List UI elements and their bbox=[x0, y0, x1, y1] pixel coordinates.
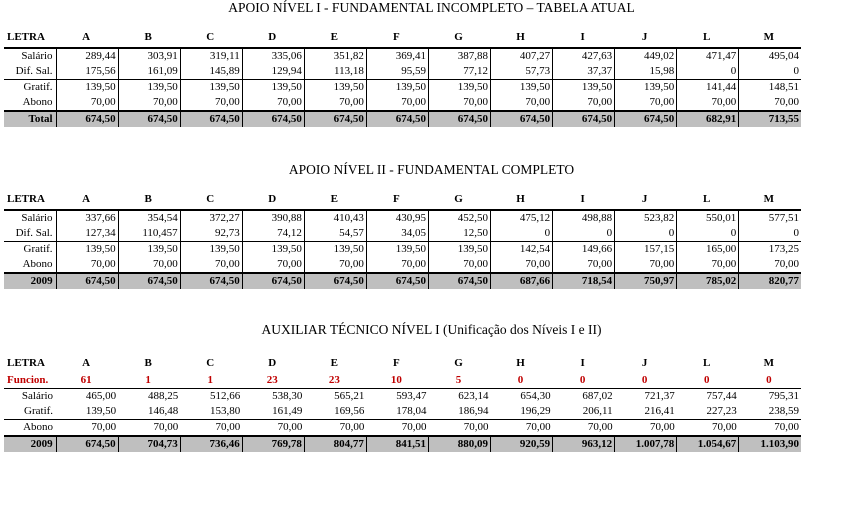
data-row-cell: 74,12 bbox=[242, 226, 304, 242]
data-row-cell: 227,23 bbox=[706, 405, 737, 417]
data-row-cell: 449,02 bbox=[615, 48, 677, 64]
data-row-cell: 70,00 bbox=[180, 420, 242, 437]
data-row-cell: 139,50 bbox=[242, 80, 304, 96]
data-row-cell: 354,54 bbox=[118, 210, 180, 226]
total-row-cell: 674,50 bbox=[242, 111, 304, 127]
total-row-cell: 682,91 bbox=[677, 111, 739, 127]
column-header-letter: H bbox=[491, 190, 553, 210]
total-row-cell: 804,77 bbox=[304, 436, 366, 452]
total-row-cell: 736,46 bbox=[180, 436, 242, 452]
data-row bbox=[4, 95, 801, 111]
data-row-cell: 70,00 bbox=[739, 257, 801, 273]
total-row-cell: 785,02 bbox=[677, 273, 739, 289]
data-row-cell: 70,00 bbox=[491, 257, 553, 273]
data-row-label: Salário bbox=[21, 212, 53, 224]
data-row-cell: 165,00 bbox=[677, 242, 739, 258]
data-row-label: Gratif. bbox=[4, 242, 56, 258]
column-header-letter: C bbox=[180, 190, 242, 210]
data-row-cell: 161,49 bbox=[272, 405, 303, 417]
data-row-cell: 452,50 bbox=[428, 210, 490, 226]
data-row-cell: 70,00 bbox=[677, 95, 739, 111]
data-row-cell: 475,12 bbox=[491, 210, 553, 226]
total-row-cell: 920,59 bbox=[491, 436, 553, 452]
data-row-cell: 139,50 bbox=[304, 242, 366, 258]
data-row bbox=[4, 420, 801, 437]
data-row-cell: 70,00 bbox=[615, 95, 677, 111]
funcion-row-cell: 61 bbox=[56, 373, 118, 389]
data-row-cell: 95,59 bbox=[366, 64, 428, 80]
data-row-cell: 70,00 bbox=[366, 257, 428, 273]
data-row-cell: 37,37 bbox=[553, 64, 615, 80]
data-row-cell: 127,34 bbox=[56, 226, 118, 242]
total-row-label: 2009 bbox=[4, 436, 56, 452]
data-row-cell: 70,00 bbox=[180, 257, 242, 273]
data-row-cell: 110,457 bbox=[118, 226, 180, 242]
column-header-letter: C bbox=[206, 357, 215, 369]
data-row-cell: 488,25 bbox=[147, 390, 179, 402]
data-row bbox=[4, 257, 801, 273]
column-header-letter: D bbox=[242, 28, 304, 48]
column-header-letter: L bbox=[677, 190, 739, 210]
data-row-label: Abono bbox=[4, 420, 56, 437]
data-row bbox=[4, 48, 801, 64]
total-row-cell: 674,50 bbox=[366, 111, 428, 127]
data-row-cell: 12,50 bbox=[428, 226, 490, 242]
data-row-cell: 654,30 bbox=[520, 390, 551, 402]
total-row-cell: 963,12 bbox=[553, 436, 615, 452]
data-row-cell: 70,00 bbox=[553, 95, 615, 111]
total-row-cell: 1.054,67 bbox=[677, 436, 739, 452]
funcion-row-cell: 5 bbox=[428, 373, 490, 389]
column-header-letter: D bbox=[242, 190, 304, 210]
column-header-letter: A bbox=[56, 190, 118, 210]
data-row-cell: 721,37 bbox=[644, 390, 675, 402]
funcion-row bbox=[4, 373, 801, 389]
total-row-label: Total bbox=[4, 111, 56, 127]
data-row-cell: 623,14 bbox=[458, 390, 489, 402]
data-row-cell: 129,94 bbox=[242, 64, 304, 80]
total-row-cell: 674,50 bbox=[304, 273, 366, 289]
table2-header-row bbox=[4, 190, 801, 210]
data-row-cell: 550,01 bbox=[677, 210, 739, 226]
data-row-cell: 427,63 bbox=[553, 48, 615, 64]
data-row-cell: 70,00 bbox=[553, 420, 615, 437]
data-row-cell: 139,50 bbox=[118, 242, 180, 258]
data-row-cell: 206,11 bbox=[582, 405, 613, 417]
data-row-cell: 70,00 bbox=[118, 257, 180, 273]
total-row-cell: 820,77 bbox=[739, 273, 801, 289]
total-row-cell: 718,54 bbox=[553, 273, 615, 289]
total-row-cell: 750,97 bbox=[615, 273, 677, 289]
data-row-cell: 186,94 bbox=[458, 405, 489, 417]
data-row-cell: 70,00 bbox=[56, 257, 118, 273]
data-row-cell: 319,11 bbox=[180, 48, 242, 64]
data-row-cell: 471,47 bbox=[677, 48, 739, 64]
data-row bbox=[4, 242, 801, 258]
data-row-cell: 70,00 bbox=[428, 257, 490, 273]
data-row-cell: 139,50 bbox=[56, 242, 118, 258]
data-row-cell: 289,44 bbox=[56, 48, 118, 64]
column-header-letra: LETRA bbox=[4, 28, 56, 48]
data-row-cell: 512,66 bbox=[210, 390, 241, 402]
column-header-letter: E bbox=[304, 190, 366, 210]
funcion-row-cell: 10 bbox=[366, 373, 428, 389]
column-header-letter: J bbox=[615, 28, 677, 48]
data-row-cell: 157,15 bbox=[615, 242, 677, 258]
table1-header-row bbox=[4, 28, 801, 48]
total-row-cell: 1.007,78 bbox=[615, 436, 677, 452]
data-row-cell: 369,41 bbox=[366, 48, 428, 64]
data-row-label: Dif. Sal. bbox=[15, 65, 53, 77]
data-row-cell: 387,88 bbox=[428, 48, 490, 64]
column-header-letter: L bbox=[677, 28, 739, 48]
data-row-cell: 139,50 bbox=[85, 405, 117, 417]
data-row-cell: 687,02 bbox=[582, 390, 613, 402]
funcion-row-cell: 0 bbox=[677, 373, 739, 389]
data-row-cell: 372,27 bbox=[180, 210, 242, 226]
data-row-cell: 216,41 bbox=[644, 405, 675, 417]
data-row-cell: 410,43 bbox=[304, 210, 366, 226]
data-row-cell: 139,50 bbox=[366, 80, 428, 96]
data-row-label: Abono bbox=[22, 96, 53, 108]
data-row-cell: 139,50 bbox=[180, 242, 242, 258]
total-row-cell: 1.103,90 bbox=[739, 436, 801, 452]
data-row bbox=[4, 226, 801, 242]
data-row-label: Abono bbox=[22, 258, 53, 270]
column-header-letter: C bbox=[180, 28, 242, 48]
data-row-cell: 70,00 bbox=[739, 420, 801, 437]
table1-title: APOIO NÍVEL I - FUNDAMENTAL INCOMPLETO – TABELA ATUAL bbox=[228, 0, 635, 15]
data-row-cell: 70,00 bbox=[366, 420, 428, 437]
funcion-row-cell: 1 bbox=[180, 373, 242, 389]
data-row-cell: 238,59 bbox=[768, 405, 799, 417]
data-row bbox=[4, 404, 801, 420]
table2-title: APOIO NÍVEL II - FUNDAMENTAL COMPLETO bbox=[288, 162, 575, 177]
total-row-cell: 674,50 bbox=[242, 273, 304, 289]
data-row-cell: 139,50 bbox=[366, 242, 428, 258]
table3-title bbox=[0, 322, 863, 338]
total-row-cell: 674,50 bbox=[428, 111, 490, 127]
data-row-cell: 70,00 bbox=[242, 95, 304, 111]
total-row-cell: 674,50 bbox=[366, 273, 428, 289]
data-row-cell: 139,50 bbox=[491, 80, 553, 96]
data-row-cell: 139,50 bbox=[304, 80, 366, 96]
column-header-letter: I bbox=[553, 190, 615, 210]
data-row-cell: 70,00 bbox=[304, 257, 366, 273]
column-header-letter: A bbox=[82, 357, 91, 369]
data-row-cell: 169,56 bbox=[334, 405, 365, 417]
funcion-row-cell: 0 bbox=[491, 373, 553, 389]
data-row-cell: 593,47 bbox=[396, 390, 427, 402]
total-row-cell: 674,50 bbox=[304, 111, 366, 127]
column-header-letra: LETRA bbox=[4, 190, 56, 210]
data-row bbox=[4, 389, 801, 405]
column-header-letter: A bbox=[56, 28, 118, 48]
column-header-letter: B bbox=[118, 28, 180, 48]
total-row-cell: 674,50 bbox=[56, 111, 118, 127]
table3-header-row bbox=[4, 354, 801, 373]
data-row-cell: 407,27 bbox=[491, 48, 553, 64]
column-header-letter: J bbox=[641, 357, 648, 369]
column-header-letter: D bbox=[268, 357, 277, 369]
funcion-row-cell: 0 bbox=[739, 373, 801, 389]
data-row-cell: 70,00 bbox=[242, 420, 304, 437]
data-row-cell: 70,00 bbox=[553, 257, 615, 273]
data-row-cell: 70,00 bbox=[491, 420, 553, 437]
data-row-label: Salário bbox=[21, 390, 54, 402]
data-row-cell: 148,51 bbox=[739, 80, 801, 96]
data-row-cell: 565,21 bbox=[334, 390, 365, 402]
table3-title-sub: (Unificação dos Níveis I e II) bbox=[439, 322, 602, 337]
funcion-row-cell: 23 bbox=[304, 373, 366, 389]
data-row-cell: 70,00 bbox=[428, 420, 490, 437]
table3-auxiliar-tecnico bbox=[4, 354, 801, 452]
data-row-cell: 139,50 bbox=[242, 242, 304, 258]
data-row-cell: 795,31 bbox=[768, 390, 799, 402]
column-header-letter: B bbox=[118, 190, 180, 210]
column-header-letter: M bbox=[739, 190, 801, 210]
column-header-letter: E bbox=[330, 357, 339, 369]
data-row-cell: 70,00 bbox=[615, 420, 677, 437]
table1-apoio-nivel-1 bbox=[4, 28, 801, 127]
data-row-cell: 538,30 bbox=[272, 390, 303, 402]
data-row-cell: 70,00 bbox=[677, 257, 739, 273]
total-row bbox=[4, 111, 801, 127]
data-row-cell: 34,05 bbox=[366, 226, 428, 242]
data-row-label: Gratif. bbox=[24, 405, 54, 417]
data-row-cell: 141,44 bbox=[677, 80, 739, 96]
data-row-cell: 139,50 bbox=[56, 80, 118, 96]
total-row-cell: 674,50 bbox=[428, 273, 490, 289]
data-row-cell: 495,04 bbox=[739, 48, 801, 64]
column-header-letter: I bbox=[580, 357, 585, 369]
data-row-cell: 153,80 bbox=[210, 405, 241, 417]
data-row-cell: 175,56 bbox=[56, 64, 118, 80]
data-row-cell: 523,82 bbox=[615, 210, 677, 226]
total-row-cell: 674,50 bbox=[180, 273, 242, 289]
total-row-cell: 674,50 bbox=[56, 436, 118, 452]
data-row-cell: 0 bbox=[553, 226, 615, 242]
funcion-row-cell: 1 bbox=[118, 373, 180, 389]
data-row-cell: 70,00 bbox=[428, 95, 490, 111]
data-row-label: Gratif. bbox=[4, 80, 56, 96]
data-row-cell: 70,00 bbox=[56, 420, 118, 437]
total-row-cell: 674,50 bbox=[118, 111, 180, 127]
data-row-label: Salário bbox=[21, 50, 53, 62]
data-row-label: Dif. Sal. bbox=[15, 227, 53, 239]
data-row-cell: 139,50 bbox=[553, 80, 615, 96]
data-row-cell: 0 bbox=[677, 226, 739, 242]
data-row-cell: 0 bbox=[739, 226, 801, 242]
data-row-cell: 465,00 bbox=[85, 390, 117, 402]
data-row-cell: 70,00 bbox=[366, 95, 428, 111]
total-row-cell: 674,50 bbox=[56, 273, 118, 289]
data-row-cell: 139,50 bbox=[615, 80, 677, 96]
data-row-cell: 145,89 bbox=[180, 64, 242, 80]
total-row bbox=[4, 273, 801, 289]
column-header-letter: F bbox=[366, 190, 428, 210]
data-row-cell: 139,50 bbox=[180, 80, 242, 96]
data-row-cell: 0 bbox=[491, 226, 553, 242]
total-row-cell: 713,55 bbox=[739, 111, 801, 127]
data-row-cell: 70,00 bbox=[242, 257, 304, 273]
data-row-cell: 0 bbox=[615, 226, 677, 242]
column-header-letter: L bbox=[703, 357, 711, 369]
data-row-cell: 139,50 bbox=[428, 80, 490, 96]
total-row-cell: 674,50 bbox=[553, 111, 615, 127]
data-row-cell: 70,00 bbox=[615, 257, 677, 273]
column-header-letter: G bbox=[454, 357, 463, 369]
column-header-letter: J bbox=[615, 190, 677, 210]
data-row-cell: 70,00 bbox=[304, 420, 366, 437]
data-row-cell: 577,51 bbox=[739, 210, 801, 226]
data-row-cell: 351,82 bbox=[304, 48, 366, 64]
column-header-letter: H bbox=[491, 28, 553, 48]
funcion-row-cell: 23 bbox=[242, 373, 304, 389]
data-row-cell: 335,06 bbox=[242, 48, 304, 64]
column-header-letter: E bbox=[304, 28, 366, 48]
total-row-cell: 769,78 bbox=[242, 436, 304, 452]
column-header-letter: M bbox=[739, 28, 801, 48]
column-header-letter: I bbox=[553, 28, 615, 48]
data-row-cell: 77,12 bbox=[428, 64, 490, 80]
data-row-cell: 303,91 bbox=[118, 48, 180, 64]
total-row-cell: 674,50 bbox=[180, 111, 242, 127]
data-row-cell: 430,95 bbox=[366, 210, 428, 226]
data-row-cell: 113,18 bbox=[304, 64, 366, 80]
column-header-letter: G bbox=[428, 28, 490, 48]
data-row-cell: 15,98 bbox=[615, 64, 677, 80]
total-row-cell: 841,51 bbox=[366, 436, 428, 452]
data-row-cell: 757,44 bbox=[706, 390, 737, 402]
total-row bbox=[4, 436, 801, 452]
data-row-cell: 337,66 bbox=[56, 210, 118, 226]
data-row-cell: 70,00 bbox=[118, 95, 180, 111]
data-row-cell: 146,48 bbox=[147, 405, 179, 417]
column-header-letter: F bbox=[366, 28, 428, 48]
data-row-cell: 0 bbox=[677, 64, 739, 80]
total-row-label: 2009 bbox=[4, 273, 56, 289]
data-row-cell: 92,73 bbox=[180, 226, 242, 242]
data-row-cell: 139,50 bbox=[118, 80, 180, 96]
data-row-cell: 142,54 bbox=[491, 242, 553, 258]
data-row-cell: 178,04 bbox=[396, 405, 427, 417]
data-row-cell: 70,00 bbox=[118, 420, 180, 437]
column-header-letter: F bbox=[393, 357, 400, 369]
data-row-cell: 149,66 bbox=[553, 242, 615, 258]
total-row-cell: 687,66 bbox=[491, 273, 553, 289]
total-row-cell: 674,50 bbox=[491, 111, 553, 127]
funcion-row-label: Funcion. bbox=[4, 373, 56, 389]
data-row-cell: 139,50 bbox=[428, 242, 490, 258]
data-row-cell: 70,00 bbox=[677, 420, 739, 437]
total-row-cell: 674,50 bbox=[118, 273, 180, 289]
total-row-cell: 880,09 bbox=[428, 436, 490, 452]
data-row-cell: 161,09 bbox=[118, 64, 180, 80]
column-header-letter: G bbox=[428, 190, 490, 210]
data-row-cell: 57,73 bbox=[491, 64, 553, 80]
data-row-cell: 0 bbox=[739, 64, 801, 80]
data-row-cell: 54,57 bbox=[304, 226, 366, 242]
column-header-letter: H bbox=[516, 357, 525, 369]
data-row-cell: 70,00 bbox=[491, 95, 553, 111]
total-row-cell: 674,50 bbox=[615, 111, 677, 127]
data-row bbox=[4, 80, 801, 96]
data-row-cell: 70,00 bbox=[180, 95, 242, 111]
column-header-letter: B bbox=[144, 357, 152, 369]
table2-apoio-nivel-2 bbox=[4, 190, 801, 289]
total-row-cell: 704,73 bbox=[118, 436, 180, 452]
table3-title-main: AUXILIAR TÉCNICO NÍVEL I bbox=[261, 322, 440, 337]
data-row-cell: 498,88 bbox=[553, 210, 615, 226]
funcion-row-cell: 0 bbox=[553, 373, 615, 389]
data-row-cell: 70,00 bbox=[56, 95, 118, 111]
funcion-row-cell: 0 bbox=[615, 373, 677, 389]
data-row bbox=[4, 210, 801, 226]
column-header-letter: M bbox=[763, 357, 775, 369]
data-row-cell: 390,88 bbox=[242, 210, 304, 226]
data-row-cell: 70,00 bbox=[739, 95, 801, 111]
data-row-cell: 70,00 bbox=[304, 95, 366, 111]
column-header-letra: LETRA bbox=[7, 357, 45, 369]
data-row-cell: 173,25 bbox=[739, 242, 801, 258]
data-row bbox=[4, 64, 801, 80]
data-row-cell: 196,29 bbox=[520, 405, 551, 417]
